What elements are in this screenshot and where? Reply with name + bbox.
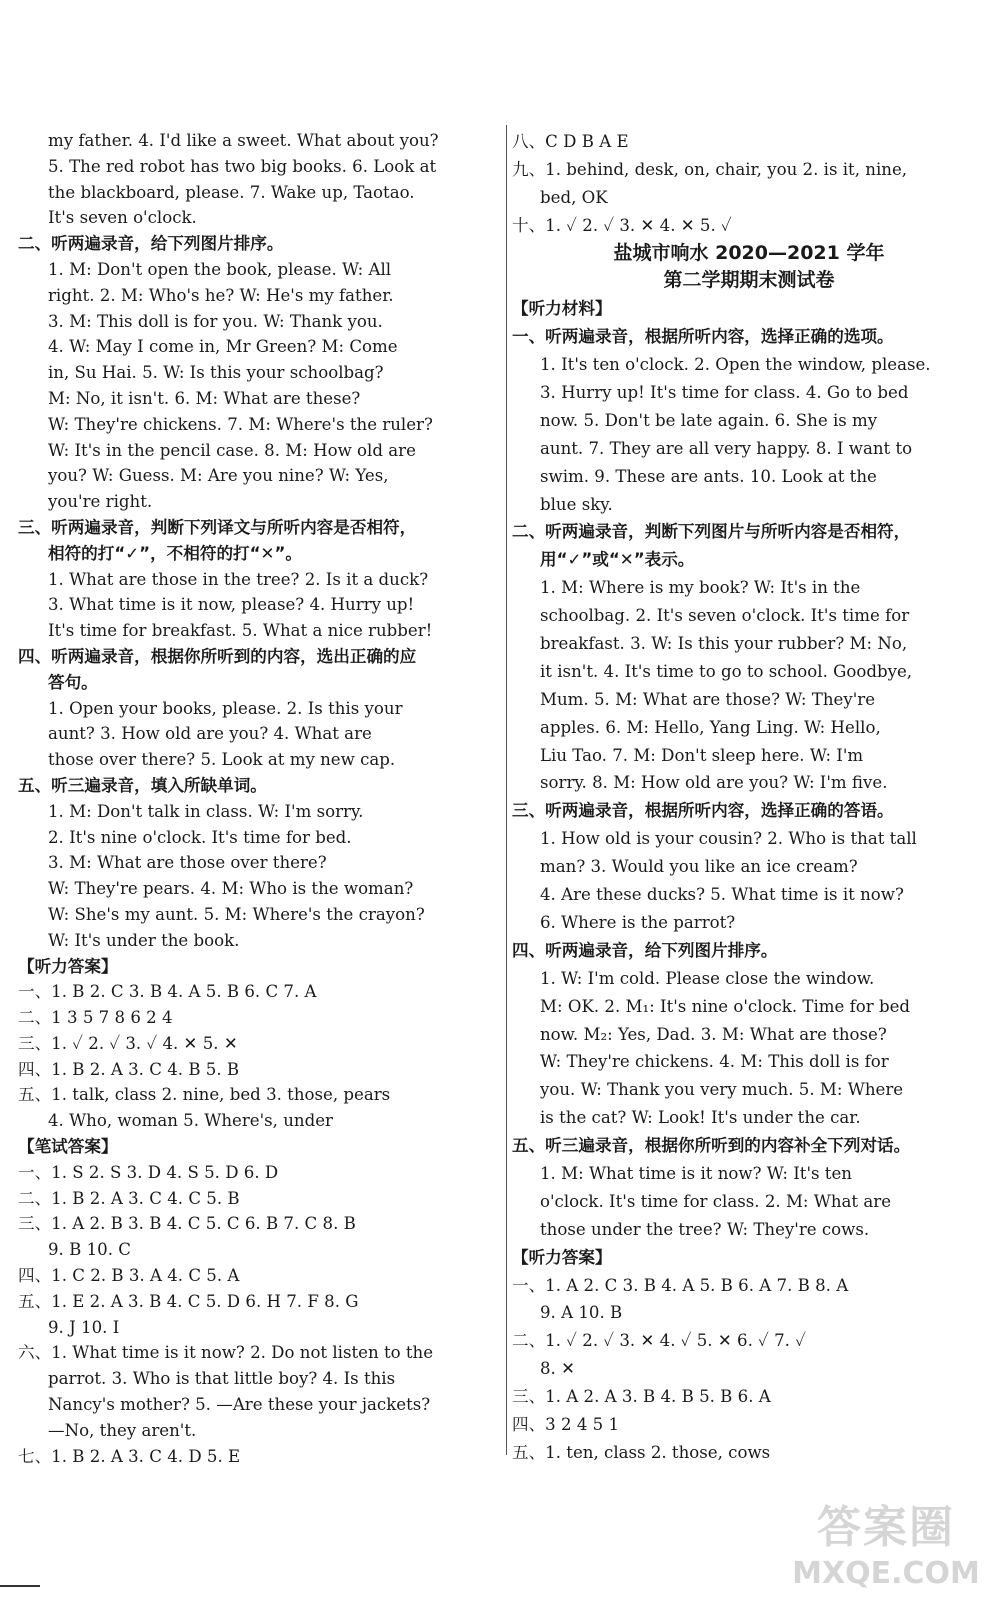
text-line: you. W: Thank you very much. 5. M: Where [540, 1080, 904, 1100]
text-line: 四、3 2 4 5 1 [512, 1414, 620, 1434]
text-line: 6. Where is the parrot? [540, 912, 736, 932]
text-line: 3. M: What are those over there? [48, 853, 327, 873]
text-line: man? 3. Would you like an ice cream? [540, 857, 858, 877]
text-line: 答句。 [48, 672, 98, 692]
text-line: in, Su Hai. 5. W: Is this your schoolbag? [48, 363, 384, 383]
text-line: 1. How old is your cousin? 2. Who is that tall [540, 829, 917, 849]
text-line: It's seven o'clock. [48, 208, 197, 228]
text-line: 二、1. B 2. A 3. C 4. C 5. B [18, 1188, 240, 1208]
text-line: o'clock. It's time for class. 2. M: What are [540, 1191, 892, 1211]
text-line: 四、听两遍录音，根据你所听到的内容，选出正确的应 [18, 646, 417, 666]
text-line: W: She's my aunt. 5. M: Where's the crayon? [48, 904, 425, 924]
text-line: bed, OK [540, 187, 608, 207]
text-line: 相符的打“✓”，不相符的打“✕”。 [48, 543, 302, 563]
left-column [18, 128, 500, 1469]
watermark-logo [786, 1500, 986, 1595]
text-line: M: OK. 2. M₁: It's nine o'clock. Time for bed [540, 996, 911, 1016]
text-line: 一、1. S 2. S 3. D 4. S 5. D 6. D [18, 1162, 279, 1182]
text-line: —No, they aren't. [48, 1420, 197, 1440]
text-line: 8. ✕ [540, 1359, 576, 1379]
text-line: blue sky. [540, 494, 613, 514]
text-line: now. 5. Don't be late again. 6. She is my [540, 410, 878, 430]
text-line: 五、1. E 2. A 3. B 4. C 5. D 6. H 7. F 8. G [18, 1291, 359, 1311]
text-line: 1. M: Don't talk in class. W: I'm sorry. [48, 801, 364, 821]
text-line: 【听力答案】 [18, 956, 118, 976]
column-divider [506, 125, 507, 1455]
text-line: 四、听两遍录音，给下列图片排序。 [512, 940, 778, 960]
right-column [512, 128, 986, 1467]
text-line: 用“✓”或“✕”表示。 [540, 550, 695, 570]
text-line: 九、1. behind, desk, on, chair, you 2. is it, nine, [512, 159, 908, 179]
text-line: it isn't. 4. It's time to go to school. Goodbye, [540, 661, 913, 681]
text-line: now. M₂: Yes, Dad. 3. M: What are those? [540, 1024, 887, 1044]
text-line: schoolbag. 2. It's seven o'clock. It's time for [540, 606, 910, 626]
text-line: my father. 4. I'd like a sweet. What about you? [48, 131, 439, 150]
text-line: Mum. 5. M: What are those? W: They're [540, 689, 876, 709]
text-line: 1. M: What time is it now? W: It's ten [540, 1163, 852, 1183]
text-line: 五、听三遍录音，根据你所听到的内容补全下列对话。 [512, 1136, 911, 1156]
text-line: Nancy's mother? 5. —Are these your jackets? [48, 1395, 431, 1415]
text-line: 4. W: May I come in, Mr Green? M: Come [48, 337, 398, 357]
text-line: W: They're pears. 4. M: Who is the woman? [48, 879, 414, 899]
text-line: 五、听三遍录音，填入所缺单词。 [18, 775, 267, 795]
text-line: 五、1. talk, class 2. nine, bed 3. those, pears [18, 1085, 391, 1105]
text-line: W: It's in the pencil case. 8. M: How old are [48, 440, 416, 460]
text-line: 四、1. C 2. B 3. A 4. C 5. A [18, 1266, 240, 1286]
text-line: 七、1. B 2. A 3. C 4. D 5. E [18, 1446, 241, 1466]
text-line: W: It's under the book. [48, 930, 240, 950]
text-line: 1. W: I'm cold. Please close the window. [540, 968, 875, 988]
text-line: 3. M: This doll is for you. W: Thank you. [48, 311, 383, 331]
text-line: those under the tree? W: They're cows. [540, 1219, 870, 1239]
text-line: breakfast. 3. W: Is this your rubber? M: No, [540, 634, 908, 654]
watermark-url: MXQE.COM [792, 1556, 980, 1591]
text-line: 【听力材料】 [512, 299, 612, 319]
text-line: 二、听两遍录音，给下列图片排序。 [18, 234, 284, 254]
text-line: 4. Who, woman 5. Where's, under [48, 1111, 333, 1131]
text-line: 三、听两遍录音，判断下列译文与所听内容是否相符， [18, 517, 417, 537]
text-line: 【笔试答案】 [18, 1137, 118, 1157]
text-line: is the cat? W: Look! It's under the car. [540, 1108, 861, 1128]
text-line: sorry. 8. M: How old are you? W: I'm five. [540, 773, 888, 793]
text-line: 3. Hurry up! It's time for class. 4. Go to bed [540, 383, 909, 403]
text-line: 1. It's ten o'clock. 2. Open the window, please. [540, 355, 931, 375]
text-line: 9. A 10. B [540, 1303, 623, 1323]
text-line: 六、1. What time is it now? 2. Do not listen to the [18, 1343, 434, 1363]
text-line: parrot. 3. Who is that little boy? 4. Is this [48, 1369, 396, 1389]
text-line: you? W: Guess. M: Are you nine? W: Yes, [48, 466, 389, 486]
text-line: 1. M: Where is my book? W: It's in the [540, 578, 861, 598]
text-line: M: No, it isn't. 6. M: What are these? [48, 388, 361, 408]
text-line: 二、1 3 5 7 8 6 2 4 [18, 1008, 173, 1028]
text-line: 三、1. ✓ 2. ✓ 3. ✓ 4. ✕ 5. ✕ [18, 1033, 238, 1053]
text-line: W: They're chickens. 7. M: Where's the ruler? [48, 414, 433, 434]
text-line: 一、听两遍录音，根据所听内容，选择正确的选项。 [512, 327, 894, 347]
text-line: 5. The red robot has two big books. 6. Look at [48, 156, 437, 176]
text-line: 9. B 10. C [48, 1240, 131, 1260]
text-line: 四、1. B 2. A 3. C 4. B 5. B [18, 1059, 240, 1079]
text-line: right. 2. M: Who's he? W: He's my father. [48, 285, 394, 305]
text-line: 1. Open your books, please. 2. Is this your [48, 698, 403, 718]
text-line: those over there? 5. Look at my new cap. [48, 750, 396, 770]
watermark-logo-text: 答案圈 [817, 1502, 955, 1553]
text-line: aunt? 3. How old are you? 4. What are [48, 724, 372, 744]
page-edge-mark [0, 1585, 40, 1587]
text-line: 1. What are those in the tree? 2. Is it a duck? [48, 569, 429, 589]
text-line: 十、1. ✓ 2. ✓ 3. ✕ 4. ✕ 5. ✓ [512, 215, 732, 235]
text-line: 2. It's nine o'clock. It's time for bed. [48, 827, 352, 847]
text-line: It's time for breakfast. 5. What a nice rubber! [48, 621, 433, 641]
text-line: 【听力答案】 [512, 1247, 612, 1267]
text-line: 三、听两遍录音，根据所听内容，选择正确的答语。 [512, 801, 894, 821]
text-line: 1. M: Don't open the book, please. W: All [48, 259, 392, 279]
text-line: 二、听两遍录音，判断下列图片与所听内容是否相符， [512, 522, 911, 542]
text-line: 三、1. A 2. A 3. B 4. B 5. B 6. A [512, 1387, 771, 1407]
text-line: aunt. 7. They are all very happy. 8. I want to [540, 438, 913, 458]
text-line: apples. 6. M: Hello, Yang Ling. W: Hello, [540, 717, 881, 737]
text-line: 盐城市响水 2020—2021 学年 [613, 241, 885, 264]
text-line: 4. Are these ducks? 5. What time is it now? [540, 885, 904, 905]
text-line: 3. What time is it now, please? 4. Hurry up! [48, 595, 415, 615]
text-line: swim. 9. These are ants. 10. Look at the [540, 466, 877, 486]
text-line: 八、C D B A E [512, 132, 629, 151]
text-line: 一、1. A 2. C 3. B 4. A 5. B 6. A 7. B 8. A [512, 1275, 849, 1295]
text-line: 一、1. B 2. C 3. B 4. A 5. B 6. C 7. A [18, 982, 317, 1002]
text-line: Liu Tao. 7. M: Don't sleep here. W: I'm [540, 745, 864, 765]
text-line: 第二学期期末测试卷 [663, 269, 835, 292]
text-line: the blackboard, please. 7. Wake up, Taotao. [48, 182, 415, 202]
text-line: W: They're chickens. 4. M: This doll is for [540, 1052, 889, 1072]
text-line: you're right. [48, 492, 153, 512]
text-line: 三、1. A 2. B 3. B 4. C 5. C 6. B 7. C 8. B [18, 1214, 356, 1234]
text-line: 五、1. ten, class 2. those, cows [512, 1442, 771, 1462]
text-line: 9. J 10. I [48, 1317, 120, 1337]
text-line: 二、1. ✓ 2. ✓ 3. ✕ 4. ✓ 5. ✕ 6. ✓ 7. ✓ [512, 1331, 806, 1351]
